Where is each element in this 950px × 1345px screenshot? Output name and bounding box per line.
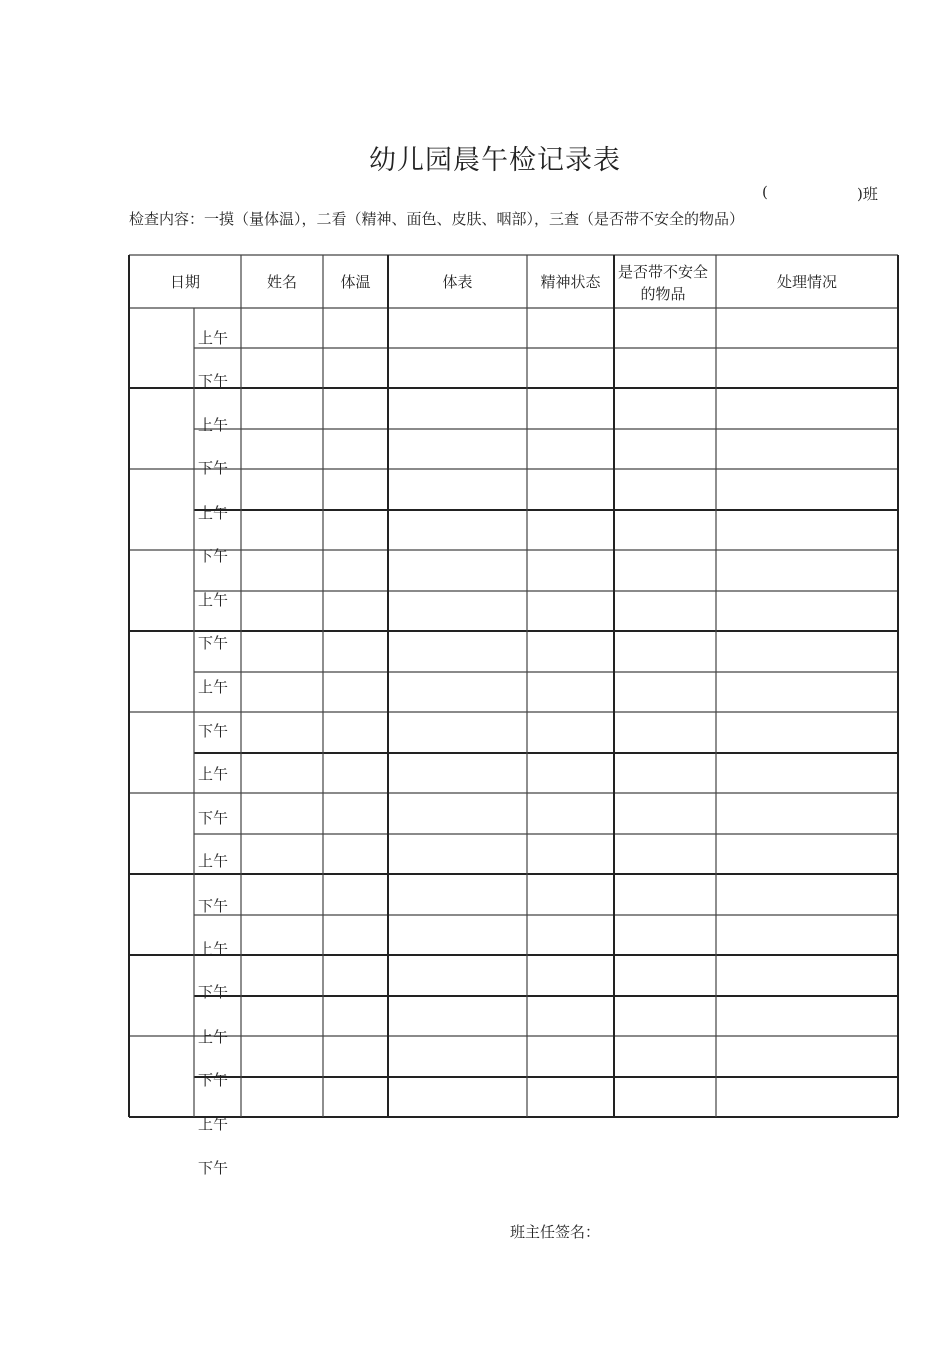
time-slot-label: 上午 [198, 329, 229, 347]
class-label-close: )班 [857, 185, 878, 203]
check-content: 检查内容：一摸（量体温），二看（精神、面色、皮肤、咽部），三查（是否带不安全的物品） [129, 210, 745, 228]
time-slot-label: 下午 [198, 634, 229, 652]
time-slot-label: 下午 [198, 1071, 229, 1089]
time-slot-label: 上午 [198, 1115, 229, 1133]
time-slot-label: 上午 [198, 940, 229, 958]
time-slot-label: 下午 [198, 983, 229, 1001]
time-slot-label: 下午 [198, 1159, 229, 1177]
header-body-surface: 体表 [442, 272, 473, 291]
time-slot-label: 下午 [198, 809, 229, 827]
time-slot-label: 上午 [198, 504, 229, 522]
time-slot-label: 下午 [198, 459, 229, 477]
time-slot-label: 上午 [198, 591, 229, 609]
time-slot-label: 下午 [198, 897, 229, 915]
page-title: 幼儿园晨午检记录表 [369, 145, 621, 176]
time-slot-label: 下午 [198, 372, 229, 390]
header-temperature: 体温 [340, 272, 371, 291]
time-slot-label: 上午 [198, 416, 229, 434]
header-unsafe-items: 是否带不安全的物品 [618, 263, 709, 303]
header-name: 姓名 [266, 272, 297, 291]
class-label-open: ( [762, 183, 768, 201]
time-slot-label: 上午 [198, 678, 229, 696]
time-slot-label: 上午 [198, 765, 229, 783]
time-slot-label: 上午 [198, 852, 229, 870]
time-slot-label: 上午 [198, 1028, 229, 1046]
signature-label: 班主任签名： [510, 1223, 601, 1241]
time-slot-label: 下午 [198, 722, 229, 740]
header-mental-state: 精神状态 [540, 272, 601, 291]
header-handling: 处理情况 [776, 272, 837, 291]
header-date: 日期 [169, 272, 200, 291]
time-slot-label: 下午 [198, 547, 229, 565]
